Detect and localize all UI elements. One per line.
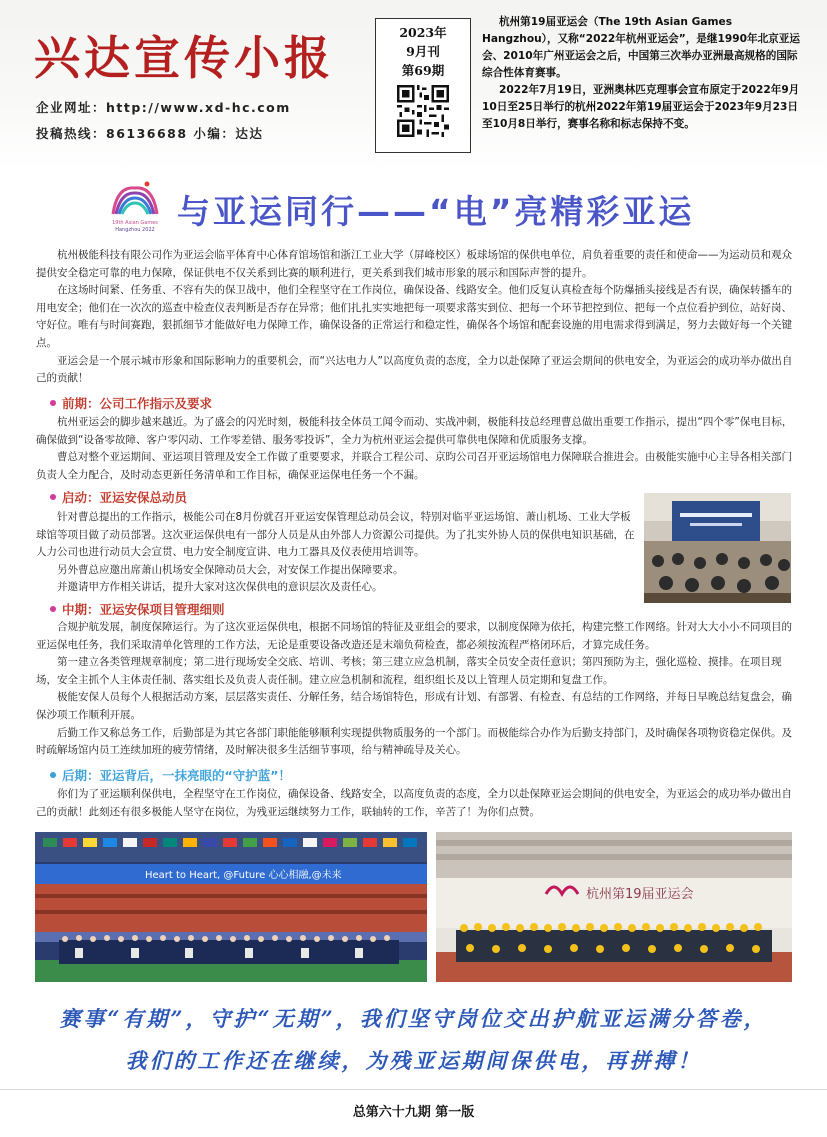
issue-year: 2023年 (399, 25, 447, 40)
issue-month: 9月刊 (406, 44, 440, 59)
section-heading: 前期：公司工作指示及要求 (50, 394, 212, 412)
asian-games-logo (107, 178, 163, 236)
intro-text (482, 14, 800, 133)
body-paragraph: 极能安保人员每个人根据活动方案，层层落实责任、分解任务，结合场馆特色，形成有计划、有部署、有检查、有总结的工作网络，并每日早晚总结复盘会，确保沙项工作顺利开展。 (36, 691, 792, 721)
masthead-title: 兴达宣传小报 (34, 31, 334, 85)
section-heading: 启动：亚运安保总动员 (50, 488, 187, 506)
intro-paragraph: 杭州第19届亚运会（The 19th Asian Games Hangzhou），又称“2022年杭州亚运会”，是继1990年北京亚运会、2010年广州亚运会之后，中国第三次举办亚洲最高规格的国际综合性体育赛事。 (482, 16, 800, 79)
footer-divider (0, 1089, 827, 1090)
bullet-icon (50, 494, 56, 500)
headline: 与亚运同行——“电”亮精彩亚运 (177, 192, 695, 231)
stadium-group-photo (35, 832, 427, 982)
body-paragraph: 杭州亚运会的脚步越来越近。为了盛会的闪光时刻，极能科技全体员工闻令而动、实战冲刺，极能科技总经理曹总做出重要工作指示，提出“四个零”保电目标，确保做到“设备零故障、客户零闪动、工作零差错、服务零投诉”，全力为杭州亚运会提供可靠供电保障和优质服务支撑。 (36, 416, 793, 446)
hotline-line: 投稿热线：86136688 小编：达达 (36, 126, 264, 141)
website-line: 企业网址：http://www.xd-hc.com (36, 100, 291, 115)
logo-line-2: Hangzhou 2022 (115, 227, 155, 233)
logo-line-1: 19th Asian Games (112, 220, 158, 226)
body-paragraph: 后勤工作又称总务工作，后勤部是为其它各部门职能能够顺利实现提供物质服务的一个部门。而极能综合办作为后勤支持部门，及时确保各项物资稳定保供。及时疏解场馆内员工连续加班的疲劳情绪，及时解决很多生活细节事项，给与精神疏导及关心。 (36, 726, 792, 757)
body-paragraph: 杭州极能科技有限公司作为亚运会临平体育中心体育馆场馆和浙江工业大学（屏峰校区）板球场馆的保供电单位，肩负着重要的责任和使命——为运动员和观众提供安全稳定可靠的电力保障，保证供电不仅关系到比赛的顺利进行，更关系到我们城市形象的展示和国际声誉的提升。 (36, 249, 792, 279)
section-heading: 后期：亚运背后，一抹亮眼的“守护蓝”！ (50, 766, 291, 784)
slogan-line-1: 赛事“有期”，守护“无期”，我们坚守岗位交出护航亚运满分答卷， (59, 1006, 768, 1031)
bullet-icon (50, 400, 56, 406)
body-paragraph: 另外曹总应邀出席萧山机场安全保障动员大会，对安保工作提出保障要求。 (57, 563, 404, 576)
section-1-text (36, 414, 794, 484)
body-paragraph: 你们为了亚运顺利保供电，全程坚守在工作岗位，确保设备、线路安全，以高度负责的态度，全力以赴保障亚运会期间的供电安全，为亚运会的成功举办做出自己的贡献！此刻还有很多极能人坚守在岗位，为残亚运继续努力工作，联轴转的工作，辛苦了！为你们点赞。 (36, 788, 792, 818)
body-paragraph: 第一建立各类管理规章制度；第二进行现场安全交底、培训、考核；第三建立应急机制，落实全员安全责任意识；第四预防为主，强化巡检、摸排。在项目现场，安全主抓个人主体责任制、落实组长及负责人责任制。建立应急机制和流程，组织组长及以上管理人员定期和复盘工作。 (36, 656, 782, 686)
section-2-text (36, 509, 636, 597)
team-banner-text: 杭州第19届亚运会 (586, 887, 694, 902)
body-paragraph: 曹总对整个亚运期间、亚运项目管理及安全工作做了重要要求，并联合工程公司、京昀公司召开亚运场馆电力保障联合推进会。由极能实施中心主导各相关部门负责人全力配合，及时动态更新任务清单和工作目标，确保亚运保电任务一个不漏。 (36, 451, 792, 481)
team-photo (436, 832, 792, 982)
bullet-icon (50, 606, 56, 612)
body-paragraph: 亚运会是一个展示城市形象和国际影响力的重要机会，而“兴达电力人”以高度负责的态度，全力以赴保障了亚运会期间的供电安全，为亚运会的成功举办做出自己的贡献！ (36, 354, 793, 385)
page-footer: 总第六十九期 第一版 (352, 1105, 475, 1120)
body-paragraph: 在这场时间紧、任务重、不容有失的保卫战中，他们全程坚守在工作岗位，确保设备、线路安全。他们反复认真检查每个防爆插头接线是否有误，确保转播车的用电安全；他们在一次次的巡查中检查仪表判断是否存在异常；他们扎扎实实地把每一项要求落实到位、把每一个环节把控到位、把每一个点位看护到位，站好岗、守好位。唯有与时间赛跑，狠抓细节才能做好电力保障工作，确保设备的正常运行和稳定性，确保各个场馆和配套设施的用电需求得到满足，努力去做好每一个关键点。 (36, 284, 792, 349)
section-4-text (36, 786, 794, 821)
body-paragraph: 针对曹总提出的工作指示，极能公司在8月份就召开亚运安保管理总动员会议，特别对临平亚运场馆、萧山机场、工业大学板球馆等项目做了动员部署。这次亚运保供电有一部分人员是从由外部人力资源公司提供。为了扎实外协人员的保供电知识基础，在人力公司也进行动员大会宣贯、电力安全制度宣讲、电力工器具及仪表使用培训等。 (36, 511, 635, 559)
bullet-icon (50, 772, 56, 778)
body-paragraph: 合规护航发展，制度保障运行。为了这次亚运保供电，根据不同场馆的特征及亚组会的要求，以制度保障为依托，构建完整工作网络。针对大大小小不同项目的亚运保电任务，我们采取清单化管理的工作方法，无论是重要设备改造还是末端负荷检查，都必须按流程严格闭环后，才算完成任务。 (36, 621, 792, 651)
issue-number: 第69期 (401, 63, 445, 78)
issue-box (375, 18, 471, 153)
body-paragraph: 并邀请甲方作相关讲话，提升大家对这次保供电的意识层次及责任心。 (57, 581, 383, 594)
intro-paragraph: 2022年7月19日，亚洲奥林匹克理事会宣布原定于2022年9月10日至25日举行的杭州2022年第19届亚运会于2023年9月23日至10月8日举行，赛事名称和标志保持不变。 (482, 84, 800, 130)
qr-code (397, 85, 449, 137)
stadium-banner-text: Heart to Heart, @Future 心心相融,@未来 (145, 870, 342, 881)
opening-text (36, 247, 794, 388)
slogan-line-2: 我们的工作还在继续，为残亚运期间保供电，再拼搏！ (125, 1048, 702, 1073)
meeting-photo (644, 493, 791, 603)
section-heading: 中期：亚运安保项目管理细则 (50, 600, 225, 618)
section-3-text (36, 619, 794, 760)
